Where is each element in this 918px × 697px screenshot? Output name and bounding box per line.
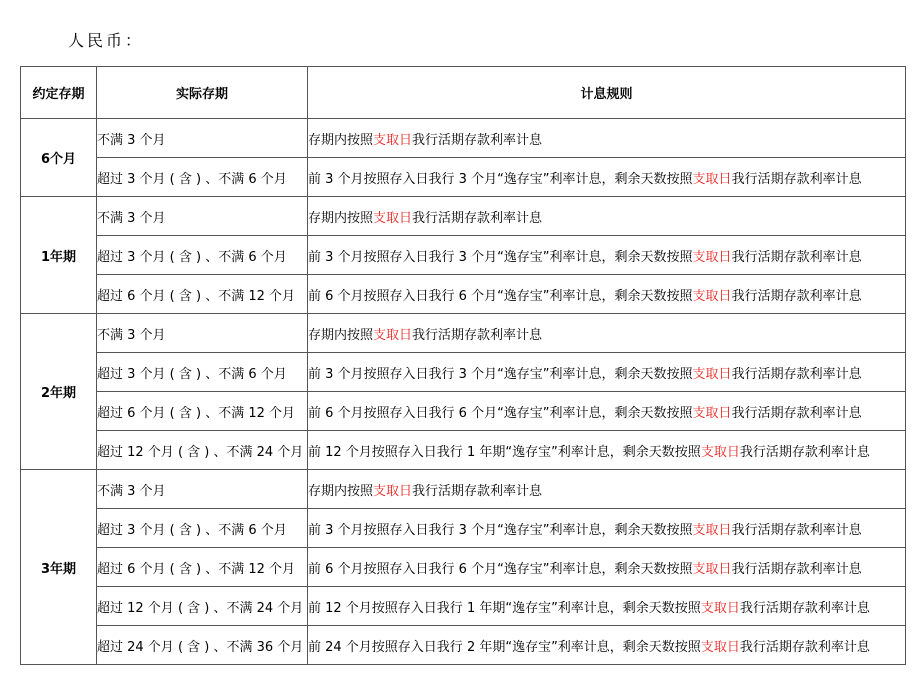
rule-text-tail: 我行活期存款利率计息 [731, 366, 862, 382]
rule-cell [308, 353, 906, 392]
rule-text-tail: 我行活期存款利率计息 [731, 171, 862, 187]
rule-cell [308, 587, 906, 626]
rule-text: 前 3 个月按照存入日我行 3 个月“逸存宝”利率计息，剩余天数按照 [308, 171, 693, 187]
actual-term-cell: 超过 3 个月 ( 含 ) 、不满 6 个月 [97, 509, 308, 548]
term-cell: 1年期 [21, 197, 97, 314]
rule-text-tail: 我行活期存款利率计息 [731, 249, 862, 265]
rule-cell [308, 548, 906, 587]
rule-cell [308, 431, 906, 470]
rule-text: 前 3 个月按照存入日我行 3 个月“逸存宝”利率计息，剩余天数按照 [308, 366, 693, 382]
rule-text: 存期内按照 [308, 210, 374, 226]
table-row [21, 275, 906, 314]
rule-cell [308, 236, 906, 275]
rule-cell [308, 314, 906, 353]
table-row [21, 236, 906, 275]
table-row [21, 392, 906, 431]
table-body [21, 119, 906, 665]
actual-term-cell: 超过 12 个月 ( 含 ) 、不满 24 个月 [97, 587, 308, 626]
rule-highlight: 支取日 [373, 132, 413, 148]
rule-text-tail: 我行活期存款利率计息 [412, 483, 543, 499]
rule-highlight: 支取日 [692, 522, 732, 538]
header-actual-term: 实际存期 [97, 67, 308, 119]
rule-highlight: 支取日 [692, 288, 732, 304]
table-row [21, 314, 906, 353]
rule-text-tail: 我行活期存款利率计息 [412, 132, 543, 148]
rule-highlight: 支取日 [692, 366, 732, 382]
actual-term-cell: 超过 12 个月 ( 含 ) 、不满 24 个月 [97, 431, 308, 470]
rule-text-tail: 我行活期存款利率计息 [731, 405, 862, 421]
term-cell: 6个月 [21, 119, 97, 197]
rule-text: 前 6 个月按照存入日我行 6 个月“逸存宝”利率计息，剩余天数按照 [308, 288, 693, 304]
rule-cell [308, 197, 906, 236]
rule-text: 前 3 个月按照存入日我行 3 个月“逸存宝”利率计息，剩余天数按照 [308, 522, 693, 538]
table-row [21, 509, 906, 548]
rule-highlight: 支取日 [700, 444, 740, 460]
table-header-row [21, 67, 906, 119]
rule-text-tail: 我行活期存款利率计息 [731, 288, 862, 304]
actual-term-cell: 不满 3 个月 [97, 197, 308, 236]
rule-highlight: 支取日 [692, 561, 732, 577]
rule-cell [308, 275, 906, 314]
table-row [21, 548, 906, 587]
actual-term-cell: 超过 3 个月 ( 含 ) 、不满 6 个月 [97, 353, 308, 392]
rule-cell [308, 392, 906, 431]
actual-term-cell: 超过 3 个月 ( 含 ) 、不满 6 个月 [97, 158, 308, 197]
actual-term-cell: 超过 6 个月 ( 含 ) 、不满 12 个月 [97, 548, 308, 587]
rule-text: 存期内按照 [308, 132, 374, 148]
rule-text: 前 24 个月按照存入日我行 2 年期“逸存宝”利率计息，剩余天数按照 [308, 639, 701, 655]
rule-text-tail: 我行活期存款利率计息 [412, 210, 543, 226]
header-interest-rule: 计息规则 [308, 67, 906, 119]
rule-highlight: 支取日 [692, 249, 732, 265]
table-row [21, 353, 906, 392]
rule-text: 前 3 个月按照存入日我行 3 个月“逸存宝”利率计息，剩余天数按照 [308, 249, 693, 265]
table-row [21, 158, 906, 197]
table-row [21, 119, 906, 158]
actual-term-cell: 不满 3 个月 [97, 314, 308, 353]
actual-term-cell: 超过 3 个月 ( 含 ) 、不满 6 个月 [97, 236, 308, 275]
rule-text-tail: 我行活期存款利率计息 [412, 327, 543, 343]
table-row [21, 626, 906, 665]
term-cell: 2年期 [21, 314, 97, 470]
actual-term-cell: 超过 24 个月 ( 含 ) 、不满 36 个月 [97, 626, 308, 665]
actual-term-cell: 不满 3 个月 [97, 470, 308, 509]
rule-highlight: 支取日 [700, 639, 740, 655]
rule-text-tail: 我行活期存款利率计息 [739, 639, 870, 655]
rule-highlight: 支取日 [692, 405, 732, 421]
rule-text: 存期内按照 [308, 327, 374, 343]
rule-cell [308, 158, 906, 197]
actual-term-cell: 超过 6 个月 ( 含 ) 、不满 12 个月 [97, 275, 308, 314]
rule-text: 前 6 个月按照存入日我行 6 个月“逸存宝”利率计息，剩余天数按照 [308, 561, 693, 577]
actual-term-cell: 不满 3 个月 [97, 119, 308, 158]
rule-text-tail: 我行活期存款利率计息 [739, 600, 870, 616]
table-row [21, 431, 906, 470]
rule-cell [308, 509, 906, 548]
rule-text: 存期内按照 [308, 483, 374, 499]
table-row [21, 470, 906, 509]
term-cell: 3年期 [21, 470, 97, 665]
rule-text-tail: 我行活期存款利率计息 [731, 561, 862, 577]
rule-text-tail: 我行活期存款利率计息 [739, 444, 870, 460]
rule-cell [308, 119, 906, 158]
rule-highlight: 支取日 [373, 210, 413, 226]
rule-text: 前 12 个月按照存入日我行 1 年期“逸存宝”利率计息，剩余天数按照 [308, 444, 701, 460]
rule-cell [308, 626, 906, 665]
header-agreed-term: 约定存期 [21, 67, 97, 119]
interest-rules-table [20, 66, 906, 665]
currency-label: 人民币： [68, 31, 145, 50]
rule-highlight: 支取日 [692, 171, 732, 187]
rule-text: 前 12 个月按照存入日我行 1 年期“逸存宝”利率计息，剩余天数按照 [308, 600, 701, 616]
actual-term-cell: 超过 6 个月 ( 含 ) 、不满 12 个月 [97, 392, 308, 431]
rule-cell [308, 470, 906, 509]
rule-text: 前 6 个月按照存入日我行 6 个月“逸存宝”利率计息，剩余天数按照 [308, 405, 693, 421]
rule-text-tail: 我行活期存款利率计息 [731, 522, 862, 538]
table-row [21, 587, 906, 626]
table-row [21, 197, 906, 236]
rule-highlight: 支取日 [373, 483, 413, 499]
rule-highlight: 支取日 [700, 600, 740, 616]
rule-highlight: 支取日 [373, 327, 413, 343]
